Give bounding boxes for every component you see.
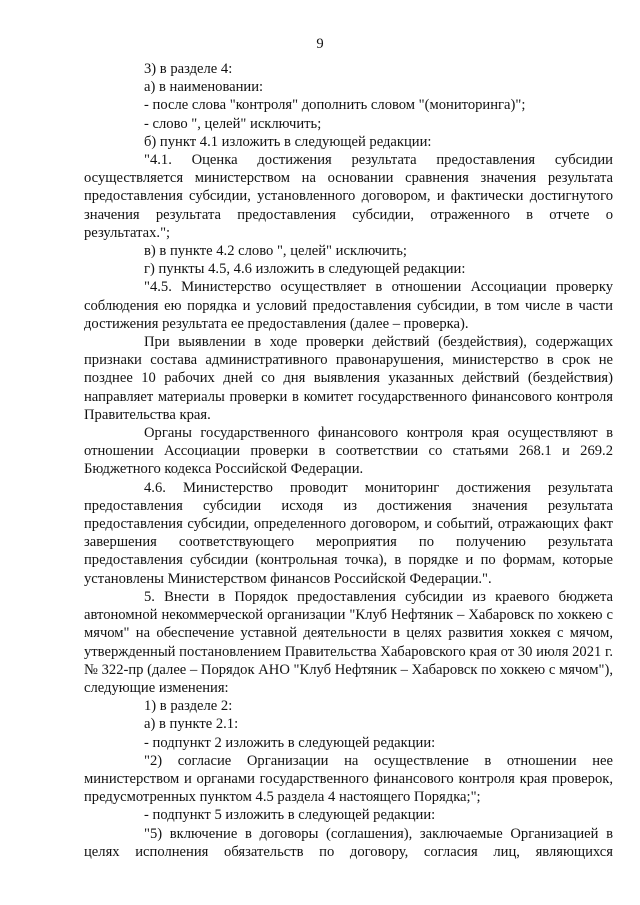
paragraph: а) в пункте 2.1: <box>144 716 239 733</box>
paragraph: а) в наименовании: <box>144 79 264 96</box>
paragraph: - слово ", целей" исключить; <box>144 115 322 132</box>
paragraph: 5. Внести в Порядок предоставления субсидии из краевого бюджета автономной некоммерческой организации "Клуб Нефтяник – Хабаровск по хоккею с мячом" на обеспечение уставной деятельности в целях развития хоккея с мячом, утвержденный постановлением Правительства Хабаровского края от 30 июля 2021 г. № 322-пр (далее – Порядок АНО "Клуб Нефтяник – Хабаровск по хоккею с мячом"), следующие изменения: <box>84 588 613 696</box>
paragraph: 3) в разделе 4: <box>144 61 233 77</box>
paragraph: "5) включение в договоры (соглашения), заключаемые Организацией в целях исполнения обязательств по договору, согласия лиц, являющихся <box>84 825 613 860</box>
paragraph: 4.6. Министерство проводит мониторинг достижения результата предоставления субсидии исходя из достижения значения результата предоставления субсидии, определенного договором, и событий, отражающих факт завершения соответствующего мероприятия по получению результата предоставления субсидии (контрольная точка), в порядке и по формам, которые установлены Министерством финансов Российской Федерации.". <box>84 479 613 587</box>
paragraph: Органы государственного финансового контроля края осуществляют в отношении Ассоциации проверки в соответствии со статьями 268.1 и 269.2 Бюджетного кодекса Российской Федерации. <box>84 425 613 478</box>
document-body <box>84 60 613 861</box>
paragraph: - после слова "контроля" дополнить словом "(мониторинга)"; <box>144 97 526 114</box>
paragraph: "2) согласие Организации на осуществление в отношении нее министерством и органами государственного финансового контроля края проверок, предусмотренных пунктом 4.5 раздела 4 настоящего Порядка;"; <box>84 752 613 806</box>
paragraph: б) пункт 4.1 изложить в следующей редакции: <box>144 133 432 150</box>
paragraph: в) в пункте 4.2 слово ", целей" исключить; <box>144 243 407 260</box>
page-number: 9 <box>316 36 324 52</box>
paragraph: г) пункты 4.5, 4.6 изложить в следующей редакции: <box>144 261 466 278</box>
paragraph: 1) в разделе 2: <box>144 698 233 715</box>
paragraph: "4.5. Министерство осуществляет в отношении Ассоциации проверку соблюдения ею порядка и условий предоставления субсидии, в том числе в части достижения результата ее предоставления (далее – проверка). <box>84 279 613 332</box>
paragraph: - подпункт 5 изложить в следующей редакции: <box>144 807 436 824</box>
paragraph: "4.1. Оценка достижения результата предоставления субсидии осуществляется министерством на основании сравнения значения результата предоставления субсидии, установленного договором, и фактически достигнутого значения результата предоставления субсидии, отраженного в отчете о результатах."; <box>84 152 613 241</box>
paragraph: - подпункт 2 изложить в следующей редакции: <box>144 734 436 751</box>
paragraph: При выявлении в ходе проверки действий (бездействия), содержащих признаки состава административного правонарушения, министерство в срок не позднее 10 рабочих дней со дня выявления указанных действий (бездействия) направляет материалы проверки в комитет государственного финансового контроля Правительства края. <box>84 334 613 423</box>
